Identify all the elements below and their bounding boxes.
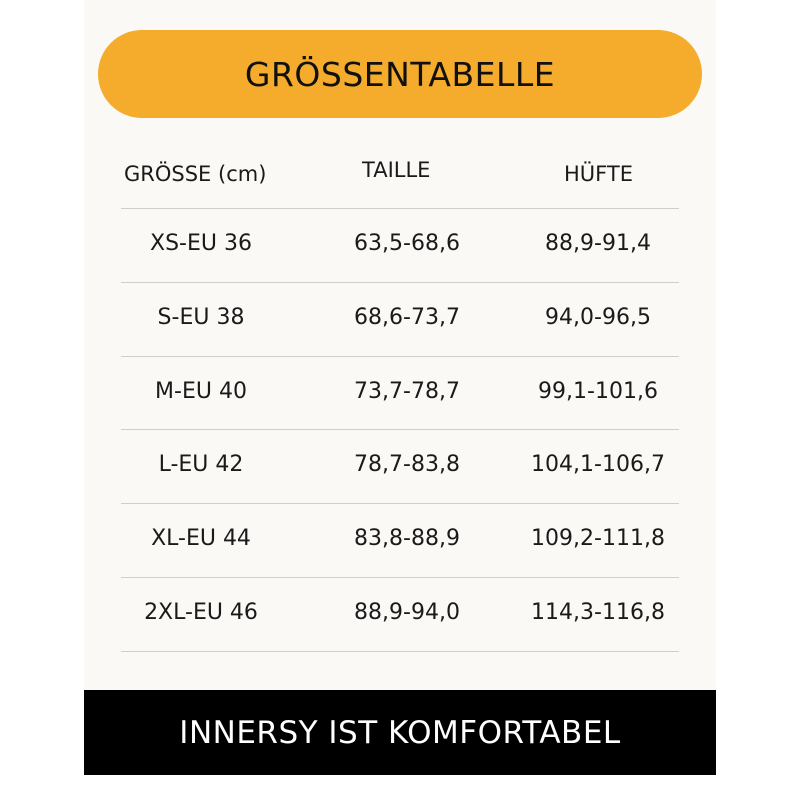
table-row [121, 577, 679, 652]
cell-hufte: 99,1-101,6 [538, 378, 658, 404]
cell-hufte: 114,3-116,8 [531, 599, 665, 625]
size-chart-card [84, 0, 716, 775]
cell-hufte: 104,1-106,7 [531, 452, 665, 478]
cell-size: XL-EU 44 [151, 526, 251, 552]
cell-hufte: 94,0-96,5 [545, 304, 651, 330]
title-banner [98, 30, 702, 118]
footer-text: INNERSY IST KOMFORTABEL [179, 714, 621, 751]
cell-taille: 68,6-73,7 [354, 304, 460, 330]
table-row [121, 356, 679, 430]
cell-size: 2XL-EU 46 [144, 599, 258, 625]
table-header [84, 150, 716, 200]
size-table [121, 208, 679, 652]
table-row [121, 503, 679, 577]
table-row [121, 208, 679, 282]
header-size: GRÖSSE (cm) [124, 162, 267, 186]
cell-size: S-EU 38 [157, 304, 245, 330]
cell-hufte: 109,2-111,8 [531, 526, 665, 552]
footer-banner [84, 690, 716, 775]
header-taille: TAILLE [362, 158, 431, 182]
cell-taille: 63,5-68,6 [354, 231, 460, 256]
cell-taille: 83,8-88,9 [354, 526, 460, 552]
header-hufte: HÜFTE [564, 162, 633, 186]
cell-taille: 88,9-94,0 [354, 599, 460, 625]
table-row [121, 429, 679, 503]
cell-hufte: 88,9-91,4 [545, 231, 651, 256]
cell-size: L-EU 42 [158, 452, 244, 478]
cell-taille: 73,7-78,7 [354, 378, 460, 404]
page-title: GRÖSSENTABELLE [244, 54, 556, 94]
cell-size: XS-EU 36 [150, 231, 252, 256]
table-row [121, 282, 679, 356]
cell-size: M-EU 40 [155, 378, 247, 404]
cell-taille: 78,7-83,8 [354, 452, 460, 478]
